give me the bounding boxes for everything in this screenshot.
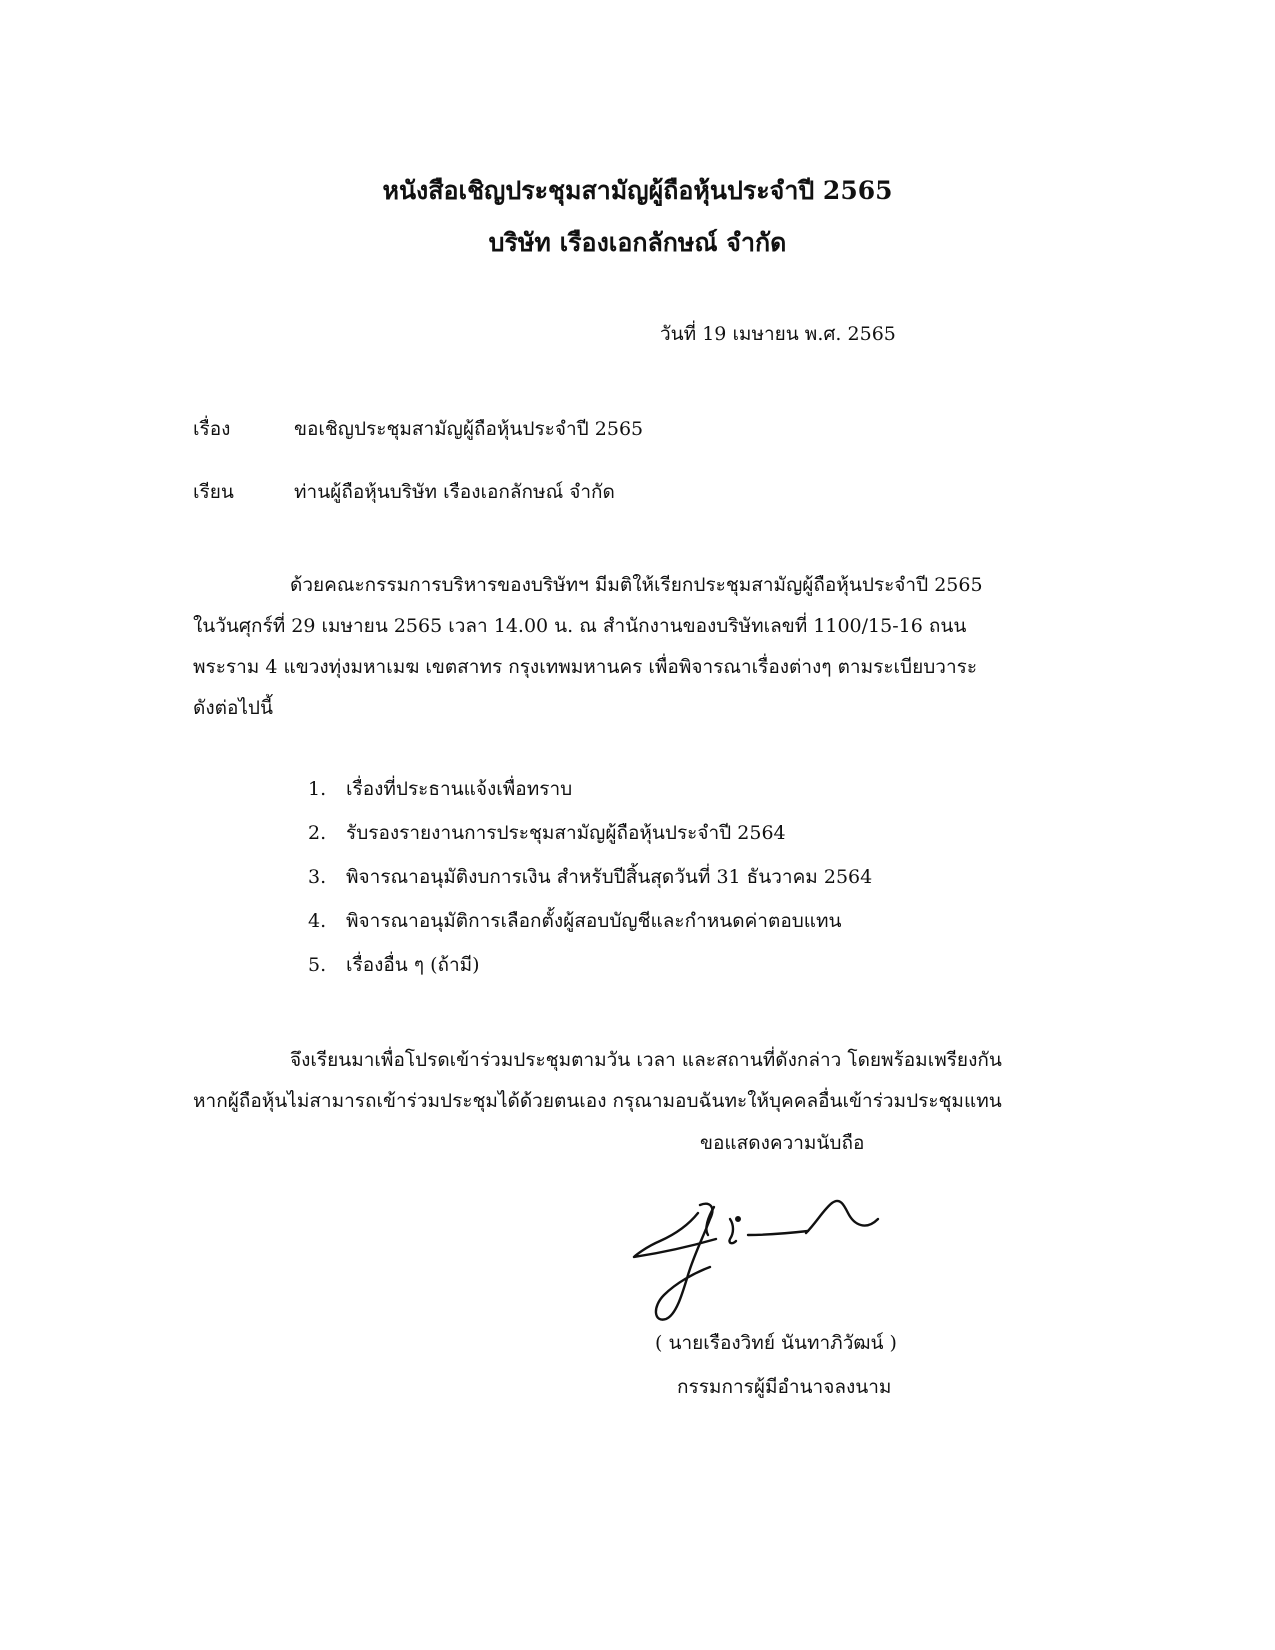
- recipient-label: เรียน: [193, 481, 234, 503]
- document-date: วันที่ 19 เมษายน พ.ศ. 2565: [660, 323, 896, 345]
- body-line: ในวันศุกร์ที่ 29 เมษายน 2565 เวลา 14.00 น. ณ สำนักงานของบริษัทเลขที่ 1100/15-16 ถนน: [193, 615, 967, 637]
- regards-text: ขอแสดงความนับถือ: [700, 1132, 865, 1154]
- body-line: พระราม 4 แขวงทุ่งมหาเมฆ เขตสาทร กรุงเทพมหานคร เพื่อพิจารณาเรื่องต่างๆ ตามระเบียบวาระ: [193, 656, 978, 678]
- body-line: ดังต่อไปนี้: [193, 697, 273, 719]
- agenda-item-text: รับรองรายงานการประชุมสามัญผู้ถือหุ้นประจำปี 2564: [346, 822, 786, 844]
- handwritten-signature: [630, 1195, 900, 1325]
- agenda-item-number: 3.: [308, 866, 327, 888]
- agenda-item: [308, 855, 872, 899]
- closing-paragraph: [193, 1040, 1083, 1122]
- subject-label: เรื่อง: [193, 418, 231, 440]
- agenda-item-text: เรื่องที่ประธานแจ้งเพื่อทราบ: [346, 778, 573, 800]
- signature-drawing: [630, 1195, 900, 1325]
- agenda-item-text: พิจารณาอนุมัติการเลือกตั้งผู้สอบบัญชีและกำหนดค่าตอบแทน: [346, 910, 842, 932]
- agenda-item-text: เรื่องอื่น ๆ (ถ้ามี): [346, 954, 480, 976]
- agenda-item: [308, 943, 872, 987]
- body-paragraph: [193, 565, 1083, 729]
- document-title: หนังสือเชิญประชุมสามัญผู้ถือหุ้นประจำปี 2565: [382, 176, 893, 205]
- body-line: ด้วยคณะกรรมการบริหารของบริษัทฯ มีมติให้เรียกประชุมสามัญผู้ถือหุ้นประจำปี 2565: [290, 574, 983, 596]
- agenda-item: [308, 811, 872, 855]
- closing-line: หากผู้ถือหุ้นไม่สามารถเข้าร่วมประชุมได้ด้วยตนเอง กรุณามอบฉันทะให้บุคคลอื่นเข้าร่วมประชุมแทน: [193, 1090, 1002, 1112]
- agenda-list: [308, 767, 872, 987]
- agenda-item-number: 5.: [308, 954, 327, 976]
- recipient-text: ท่านผู้ถือหุ้นบริษัท เรืองเอกลักษณ์ จำกัด: [294, 481, 615, 503]
- agenda-item-number: 2.: [308, 822, 327, 844]
- signer-role: กรรมการผู้มีอำนาจลงนาม: [677, 1376, 892, 1398]
- company-name: บริษัท เรืองเอกลักษณ์ จำกัด: [488, 228, 787, 257]
- closing-line: จึงเรียนมาเพื่อโปรดเข้าร่วมประชุมตามวัน เวลา และสถานที่ดังกล่าว โดยพร้อมเพรียงกัน: [290, 1049, 1002, 1071]
- subject-text: ขอเชิญประชุมสามัญผู้ถือหุ้นประจำปี 2565: [294, 418, 644, 440]
- agenda-item: [308, 899, 872, 943]
- agenda-item-number: 4.: [308, 910, 327, 932]
- signer-name: ( นายเรืองวิทย์ นันทาภิวัฒน์ ): [655, 1332, 897, 1354]
- agenda-item: [308, 767, 872, 811]
- agenda-item-text: พิจารณาอนุมัติงบการเงิน สำหรับปีสิ้นสุดวันที่ 31 ธันวาคม 2564: [346, 866, 873, 888]
- agenda-item-number: 1.: [308, 778, 327, 800]
